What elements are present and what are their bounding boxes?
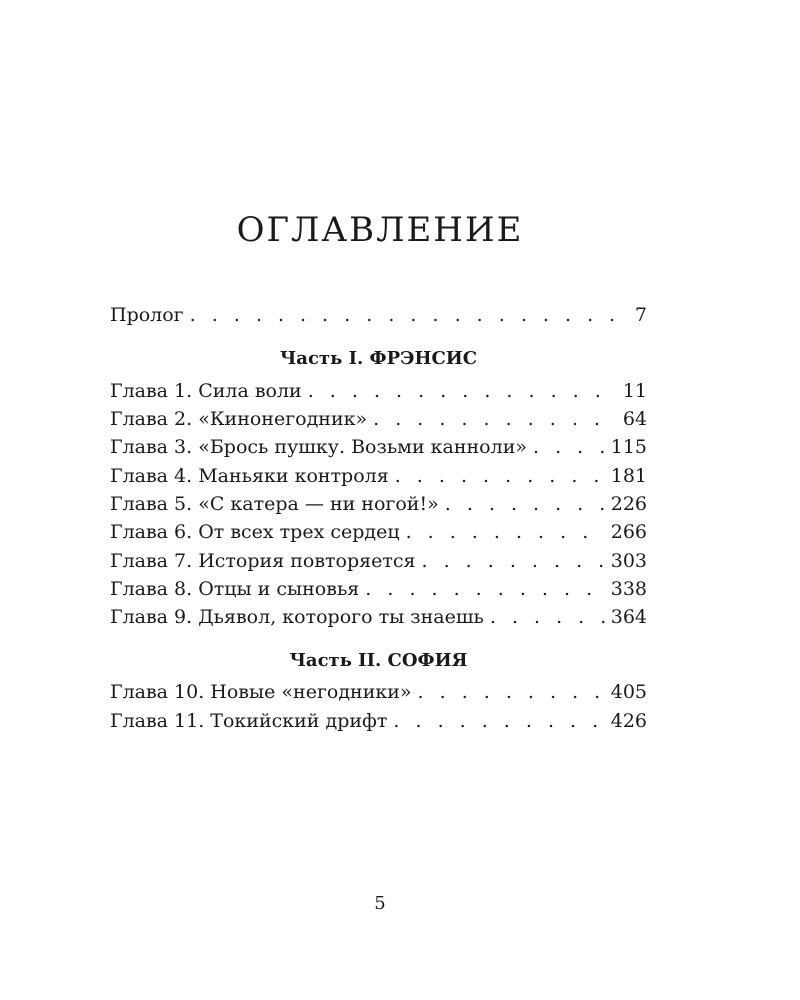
dot-leader [190, 304, 629, 326]
toc-heading: ОГЛАВЛЕНИЕ [236, 210, 524, 250]
entry-page: 181 [610, 465, 647, 487]
dot-leader [445, 493, 605, 515]
toc-entry-chapter-10 [110, 681, 647, 709]
entry-label: Глава 3. «Брось пушку. Возьми канноли» [110, 436, 527, 458]
toc-entry-chapter-3 [110, 436, 647, 464]
entry-page: 11 [622, 380, 647, 402]
entry-page: 266 [610, 521, 647, 543]
entry-label: Глава 11. Токийский дрифт [110, 710, 388, 732]
toc-entry-chapter-1 [110, 380, 647, 408]
dot-leader [308, 380, 617, 402]
entry-label: Глава 1. Сила воли [110, 380, 302, 402]
part-heading-2: Часть II. СОФИЯ [289, 650, 468, 671]
page-number: 5 [374, 893, 386, 914]
dot-leader [365, 578, 604, 600]
entry-label: Глава 4. Маньяки контроля [110, 465, 389, 487]
toc-entry-prologue [110, 304, 647, 332]
entry-label: Глава 6. От всех трех сердец [110, 521, 400, 543]
entry-page: 338 [610, 578, 647, 600]
toc-entry-chapter-8 [110, 578, 647, 606]
dot-leader [533, 436, 605, 458]
entry-page: 226 [610, 493, 647, 515]
entry-page: 115 [610, 436, 647, 458]
entry-page: 364 [610, 606, 647, 628]
entry-label: Глава 7. История повторяется [110, 550, 416, 572]
dot-leader [395, 465, 605, 487]
toc-entry-chapter-7 [110, 550, 647, 578]
dot-leader [373, 408, 617, 430]
dot-leader [490, 606, 605, 628]
entry-label: Глава 2. «Кинонегодник» [110, 408, 368, 430]
toc-entry-chapter-4 [110, 465, 647, 493]
toc-entry-chapter-2 [110, 408, 647, 436]
entry-label: Пролог [110, 304, 184, 326]
entry-label: Глава 9. Дьявол, которого ты знаешь [110, 606, 484, 628]
entry-page: 405 [610, 681, 647, 703]
part-heading-1: Часть I. ФРЭНСИС [279, 348, 478, 369]
dot-leader [406, 521, 605, 543]
toc-entry-chapter-9 [110, 606, 647, 634]
toc-entry-chapter-5 [110, 493, 647, 521]
toc-entry-chapter-6 [110, 521, 647, 549]
entry-label: Глава 8. Отцы и сыновья [110, 578, 360, 600]
dot-leader [422, 550, 605, 572]
entry-page: 7 [634, 304, 647, 326]
entry-page: 426 [610, 710, 647, 732]
dot-leader [393, 710, 604, 732]
entry-page: 64 [622, 408, 647, 430]
toc-entry-chapter-11 [110, 710, 647, 738]
entry-page: 303 [610, 550, 647, 572]
entry-label: Глава 10. Новые «негодники» [110, 681, 412, 703]
dot-leader [418, 681, 605, 703]
entry-label: Глава 5. «С катера — ни ногой!» [110, 493, 439, 515]
